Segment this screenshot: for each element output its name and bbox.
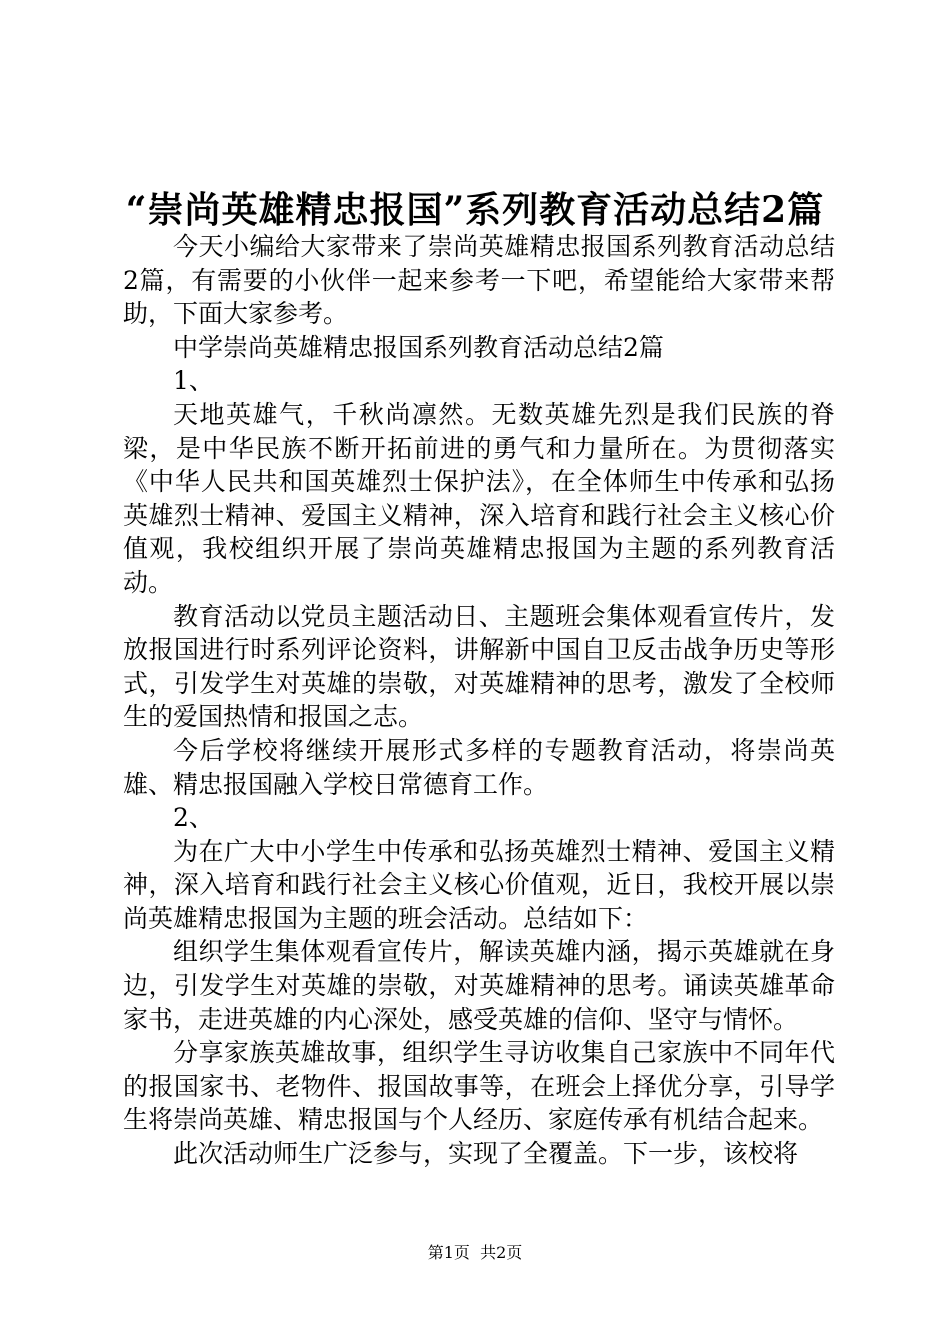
- page-total: 共2页: [480, 1243, 523, 1262]
- paragraph: 为在广大中小学生中传承和弘扬英雄烈士精神、爱国主义精神，深入培育和践行社会主义核心价值观，近日，我校开展以崇尚英雄精忠报国为主题的班会活动。总结如下：: [123, 836, 835, 933]
- paragraph: 此次活动师生广泛参与，实现了全覆盖。下一步，该校将: [173, 1139, 799, 1169]
- section-number-2: 2、: [173, 803, 214, 833]
- footer-separator: [470, 1243, 480, 1262]
- page-footer: [0, 1242, 950, 1264]
- paragraph-subtitle: 中学崇尚英雄精忠报国系列教育活动总结2篇: [173, 332, 664, 362]
- section-number-1: 1、: [173, 366, 214, 396]
- paragraph: 天地英雄气，千秋尚凛然。无数英雄先烈是我们民族的脊梁，是中华民族不断开拓前进的勇气和力量所在。为贯彻落实《中华人民共和国英雄烈士保护法》，在全体师生中传承和弘扬英雄烈士精神、爱国主义精神，深入培育和践行社会主义核心价值观，我校组织开展了崇尚英雄精忠报国为主题的系列教育活动。: [123, 399, 835, 597]
- document-title: “崇尚英雄精忠报国”系列教育活动总结2篇: [125, 189, 825, 231]
- paragraph: 分享家族英雄故事，组织学生寻访收集自己家族中不同年代的报国家书、老物件、报国故事等，在班会上择优分享，引导学生将崇尚英雄、精忠报国与个人经历、家庭传承有机结合起来。: [123, 1038, 835, 1135]
- page-number: 第1页: [427, 1243, 470, 1262]
- paragraph: 今后学校将继续开展形式多样的专题教育活动，将崇尚英雄、精忠报国融入学校日常德育工作。: [123, 735, 835, 799]
- paragraph: 教育活动以党员主题活动日、主题班会集体观看宣传片，发放报国进行时系列评论资料，讲解新中国自卫反击战争历史等形式，引发学生对英雄的崇敬，对英雄精神的思考，激发了全校师生的爱国热情和报国之志。: [123, 601, 835, 732]
- paragraph: 组织学生集体观看宣传片，解读英雄内涵，揭示英雄就在身边，引发学生对英雄的崇敬，对英雄精神的思考。诵读英雄革命家书，走进英雄的内心深处，感受英雄的信仰、坚守与情怀。: [123, 937, 835, 1034]
- document-body: [123, 230, 835, 1171]
- paragraph-intro: 今天小编给大家带来了崇尚英雄精忠报国系列教育活动总结2篇，有需要的小伙伴一起来参考一下吧，希望能给大家带来帮助，下面大家参考。: [123, 232, 835, 329]
